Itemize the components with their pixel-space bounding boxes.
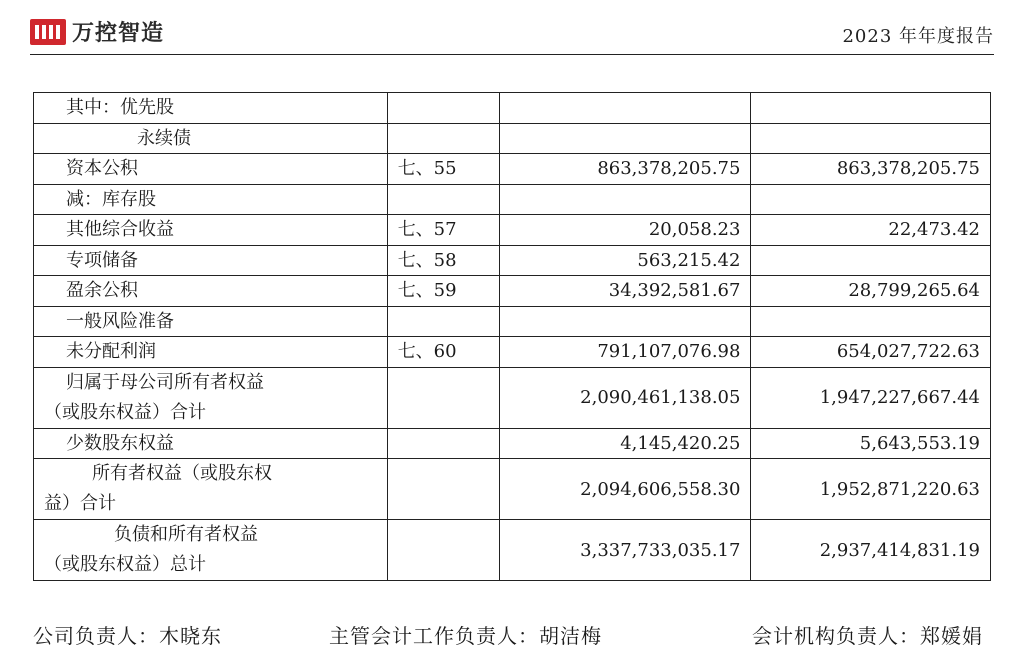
report-title: 2023 年年度报告 [842,26,994,47]
row-note [387,123,499,154]
row-previous-value [751,123,991,154]
row-note: 七、58 [387,245,499,276]
row-note [387,428,499,459]
row-previous-value [751,306,991,337]
table-row [34,123,991,154]
row-current-value: 34,392,581.67 [500,276,751,307]
row-current-value: 863,378,205.75 [500,154,751,185]
table-row [34,245,991,276]
row-current-value [500,123,751,154]
table-row [34,367,991,428]
row-current-value: 20,058.23 [500,215,751,246]
row-note: 七、59 [387,276,499,307]
row-note: 七、57 [387,215,499,246]
row-item: 资本公积 [34,154,388,185]
row-item [34,520,388,581]
table-row [34,520,991,581]
row-previous-value: 1,947,227,667.44 [751,367,991,428]
row-item: 未分配利润 [34,337,388,368]
company-name: 万控智造 [72,21,165,46]
company-logo [30,16,164,47]
row-current-value: 4,145,420.25 [500,428,751,459]
table-row [34,306,991,337]
table-row [34,93,991,124]
table-row [34,337,991,368]
row-note [387,306,499,337]
row-current-value [500,93,751,124]
row-item-line: （或股东权益）合计 [44,401,206,423]
row-previous-value [751,93,991,124]
row-note [387,459,499,520]
table-row [34,459,991,520]
logo-mark-icon [30,19,66,45]
row-item: 专项储备 [34,245,388,276]
row-item: 其中：优先股 [34,93,388,124]
row-previous-value [751,245,991,276]
table-row [34,215,991,246]
row-previous-value: 22,473.42 [751,215,991,246]
row-current-value: 2,094,606,558.30 [500,459,751,520]
row-previous-value [751,184,991,215]
row-item: 盈余公积 [34,276,388,307]
row-item-line: 负债和所有者权益 [114,524,258,545]
row-note: 七、55 [387,154,499,185]
row-item: 一般风险准备 [34,306,388,337]
row-item: 永续债 [34,123,388,154]
balance-sheet-table [33,92,991,581]
row-current-value [500,306,751,337]
accounting-dept-head-signature: 会计机构负责人：郑媛娟 [752,624,983,648]
row-item: 少数股东权益 [34,428,388,459]
row-item-line: 益）合计 [44,493,116,514]
row-item: 其他综合收益 [34,215,388,246]
company-head-signature: 公司负责人：木晓东 [33,624,222,648]
table-row [34,276,991,307]
table-row [34,428,991,459]
row-item: 减：库存股 [34,184,388,215]
page-header [30,14,994,55]
row-current-value: 791,107,076.98 [500,337,751,368]
row-previous-value: 654,027,722.63 [751,337,991,368]
table-row [34,184,991,215]
row-current-value [500,184,751,215]
table-row [34,154,991,185]
row-note [387,184,499,215]
row-item-line: （或股东权益）总计 [44,554,206,575]
row-note: 七、60 [387,337,499,368]
row-current-value: 563,215.42 [500,245,751,276]
row-previous-value: 2,937,414,831.19 [751,520,991,581]
row-item-line: 所有者权益（或股东权 [92,463,272,484]
row-previous-value: 863,378,205.75 [751,154,991,185]
row-current-value: 3,337,733,035.17 [500,520,751,581]
accounting-head-signature: 主管会计工作负责人：胡洁梅 [329,624,602,648]
row-note [387,93,499,124]
row-note [387,520,499,581]
row-previous-value: 5,643,553.19 [751,428,991,459]
row-previous-value: 28,799,265.64 [751,276,991,307]
row-note [387,367,499,428]
row-previous-value: 1,952,871,220.63 [751,459,991,520]
row-item-line: 归属于母公司所有者权益 [66,371,264,393]
row-current-value: 2,090,461,138.05 [500,367,751,428]
row-item [34,459,388,520]
row-item [34,367,388,428]
